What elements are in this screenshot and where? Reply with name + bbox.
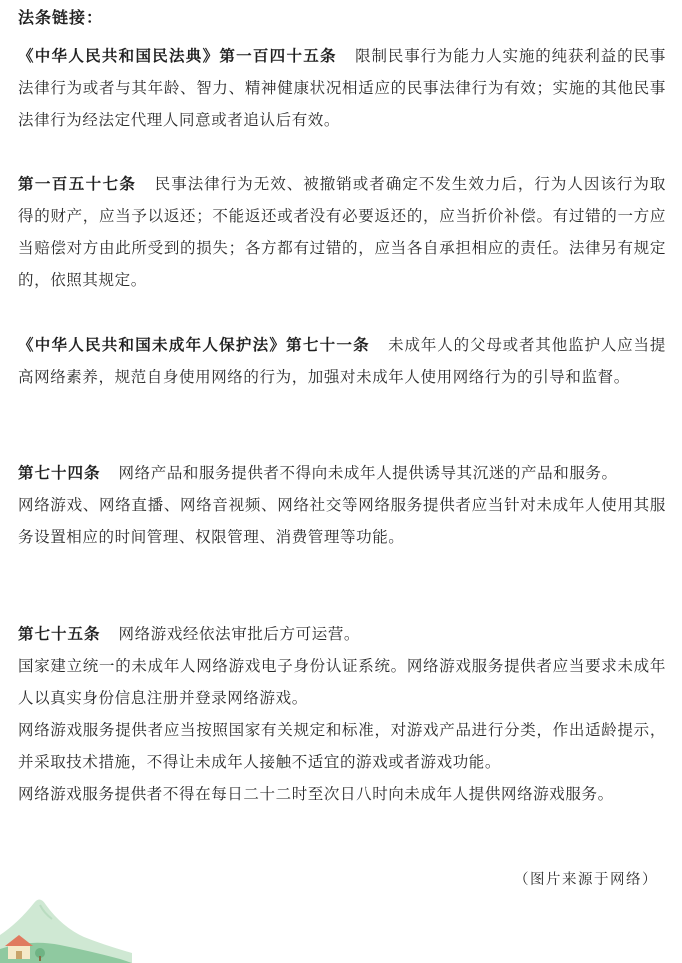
article-paragraph — [18, 714, 666, 778]
article-title: 《中华人民共和国民法典》第一百四十五条 — [18, 47, 337, 65]
article-paragraph — [18, 457, 666, 489]
hill-house-illustration — [0, 883, 132, 963]
heading: 法条链接： — [18, 8, 104, 27]
article-text: 未成年人的父母或者其他监护人应当提高网络素养，规范自身使用网络的行为，加强对未成年人使用网络行为的引导和监督。 — [18, 336, 666, 386]
article-text: 限制民事行为能力人实施的纯获利益的民事法律行为或者与其年龄、智力、精神健康状况相适应的民事法律行为有效；实施的其他民事法律行为经法定代理人同意或者追认后有效。 — [18, 47, 666, 129]
article-paragraph — [18, 650, 666, 714]
article-text: 网络产品和服务提供者不得向未成年人提供诱导其沉迷的产品和服务。 — [118, 464, 618, 482]
article-block-civil-code-157 — [18, 168, 666, 296]
article-block-minors-law-71 — [18, 329, 666, 393]
article-paragraph — [18, 778, 666, 810]
article-block-minors-law-75 — [18, 618, 666, 810]
article-block-civil-code-145 — [18, 40, 666, 136]
article-text: 国家建立统一的未成年人网络游戏电子身份认证系统。网络游戏服务提供者应当要求未成年人以真实身份信息注册并登录网络游戏。 — [18, 657, 666, 707]
article-text: 网络游戏经依法审批后方可运营。 — [118, 625, 361, 643]
article-paragraph — [18, 618, 666, 650]
article-title: 《中华人民共和国未成年人保护法》第七十一条 — [18, 336, 370, 354]
article-text: 网络游戏服务提供者不得在每日二十二时至次日八时向未成年人提供网络游戏服务。 — [18, 785, 614, 803]
article-block-minors-law-74 — [18, 457, 666, 553]
article-text: 网络游戏、网络直播、网络音视频、网络社交等网络服务提供者应当针对未成年人使用其服务设置相应的时间管理、权限管理、消费管理等功能。 — [18, 496, 666, 546]
article-title: 第七十四条 — [18, 464, 101, 482]
article-text: 网络游戏服务提供者应当按照国家有关规定和标准，对游戏产品进行分类，作出适龄提示，并采取技术措施，不得让未成年人接触不适宜的游戏或者游戏功能。 — [18, 721, 666, 771]
article-paragraph — [18, 489, 666, 553]
article-title: 第一百五十七条 — [18, 175, 137, 193]
article-text: 民事法律行为无效、被撤销或者确定不发生效力后，行为人因该行为取得的财产，应当予以返还；不能返还或者没有必要返还的，应当折价补偿。有过错的一方应当赔偿对方由此所受到的损失；各方都有过错的，应当各自承担相应的责任。法律另有规定的，依照其规定。 — [18, 175, 666, 289]
article-title: 第七十五条 — [18, 625, 101, 643]
house-door — [16, 951, 22, 959]
image-source-note: （图片来源于网络） — [514, 872, 658, 888]
